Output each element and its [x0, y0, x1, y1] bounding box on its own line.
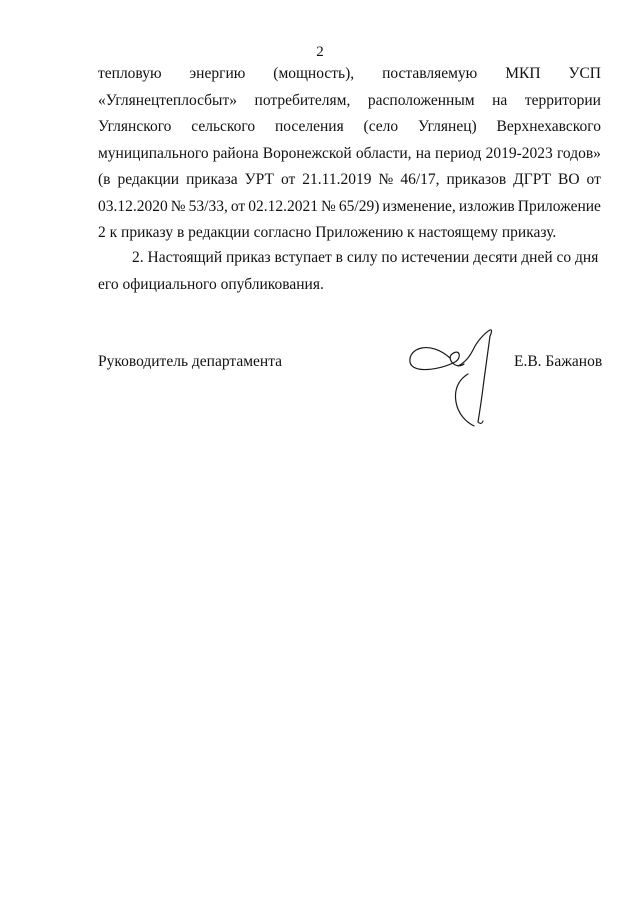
word: Приложение	[517, 197, 601, 215]
word: Углянского	[98, 118, 172, 135]
paragraph-2-line-2: его официального опубликования.	[98, 275, 324, 293]
word: Верхнехавского	[496, 118, 601, 135]
word: (село	[363, 118, 399, 135]
word: поставляемую	[382, 65, 478, 82]
paragraph-1-line	[98, 167, 601, 194]
word: от	[586, 171, 601, 188]
paragraph-2	[98, 245, 601, 298]
word: ДГРТ	[513, 171, 551, 188]
word: поселения	[274, 118, 344, 135]
word: (мощность),	[273, 65, 355, 82]
word: МКП	[505, 65, 541, 82]
paragraph-1-line	[98, 88, 601, 115]
word: на	[415, 144, 431, 162]
word: области,	[355, 144, 412, 162]
word: Углянец)	[418, 118, 477, 135]
paragraph-1-line	[98, 194, 601, 221]
paragraph-1-line	[98, 61, 601, 88]
word: 46/17,	[400, 171, 440, 188]
paragraph-1	[98, 61, 601, 247]
word: изменение,	[382, 197, 456, 215]
word: тепловую	[98, 65, 162, 82]
signatory-name: Е.В. Бажанов	[514, 353, 603, 370]
paragraph-1-last-line: 2 к приказу в редакции согласно Приложению к настоящему приказу.	[98, 224, 557, 241]
word: сельского	[191, 118, 256, 135]
word: 03.12.2020	[98, 197, 168, 215]
position-title: Руководитель департамента	[98, 353, 283, 370]
paragraph-1-line	[98, 141, 601, 168]
word: приказа	[186, 171, 238, 188]
word: на	[492, 91, 508, 109]
word: расположенным	[367, 91, 475, 109]
word: (в	[98, 171, 111, 188]
word: от	[280, 171, 296, 188]
word: 53/33,	[188, 197, 228, 215]
word: энергию	[189, 65, 246, 82]
word: 65/29)	[338, 197, 380, 215]
word: УСП	[568, 65, 601, 82]
paragraph-2-line-1: 2. Настоящий приказ вступает в силу по истечении десяти дней со дня	[132, 249, 599, 266]
word: муниципального	[98, 144, 209, 162]
word: территории	[524, 91, 601, 109]
word: 21.11.2019	[302, 171, 372, 188]
word: УРТ	[244, 171, 274, 188]
word: №	[378, 171, 394, 188]
word: 2019-2023	[485, 144, 553, 162]
word: ВО	[557, 171, 580, 188]
word: «Углянецтеплосбыт»	[98, 91, 237, 109]
handwritten-signature	[400, 318, 515, 433]
word: Воронежской	[262, 144, 352, 162]
word: района	[212, 144, 259, 162]
word: годов»	[556, 144, 601, 162]
word: потребителям,	[254, 91, 351, 109]
word: №	[321, 197, 336, 215]
page-number: 2	[316, 44, 324, 60]
word: от	[230, 197, 246, 215]
word: редакции	[117, 171, 180, 188]
paragraph-1-line	[98, 114, 601, 141]
word: 02.12.2021	[248, 197, 318, 215]
word: период	[435, 144, 482, 162]
word: №	[170, 197, 186, 215]
word: изложив	[458, 197, 515, 215]
word: приказов	[446, 171, 507, 188]
